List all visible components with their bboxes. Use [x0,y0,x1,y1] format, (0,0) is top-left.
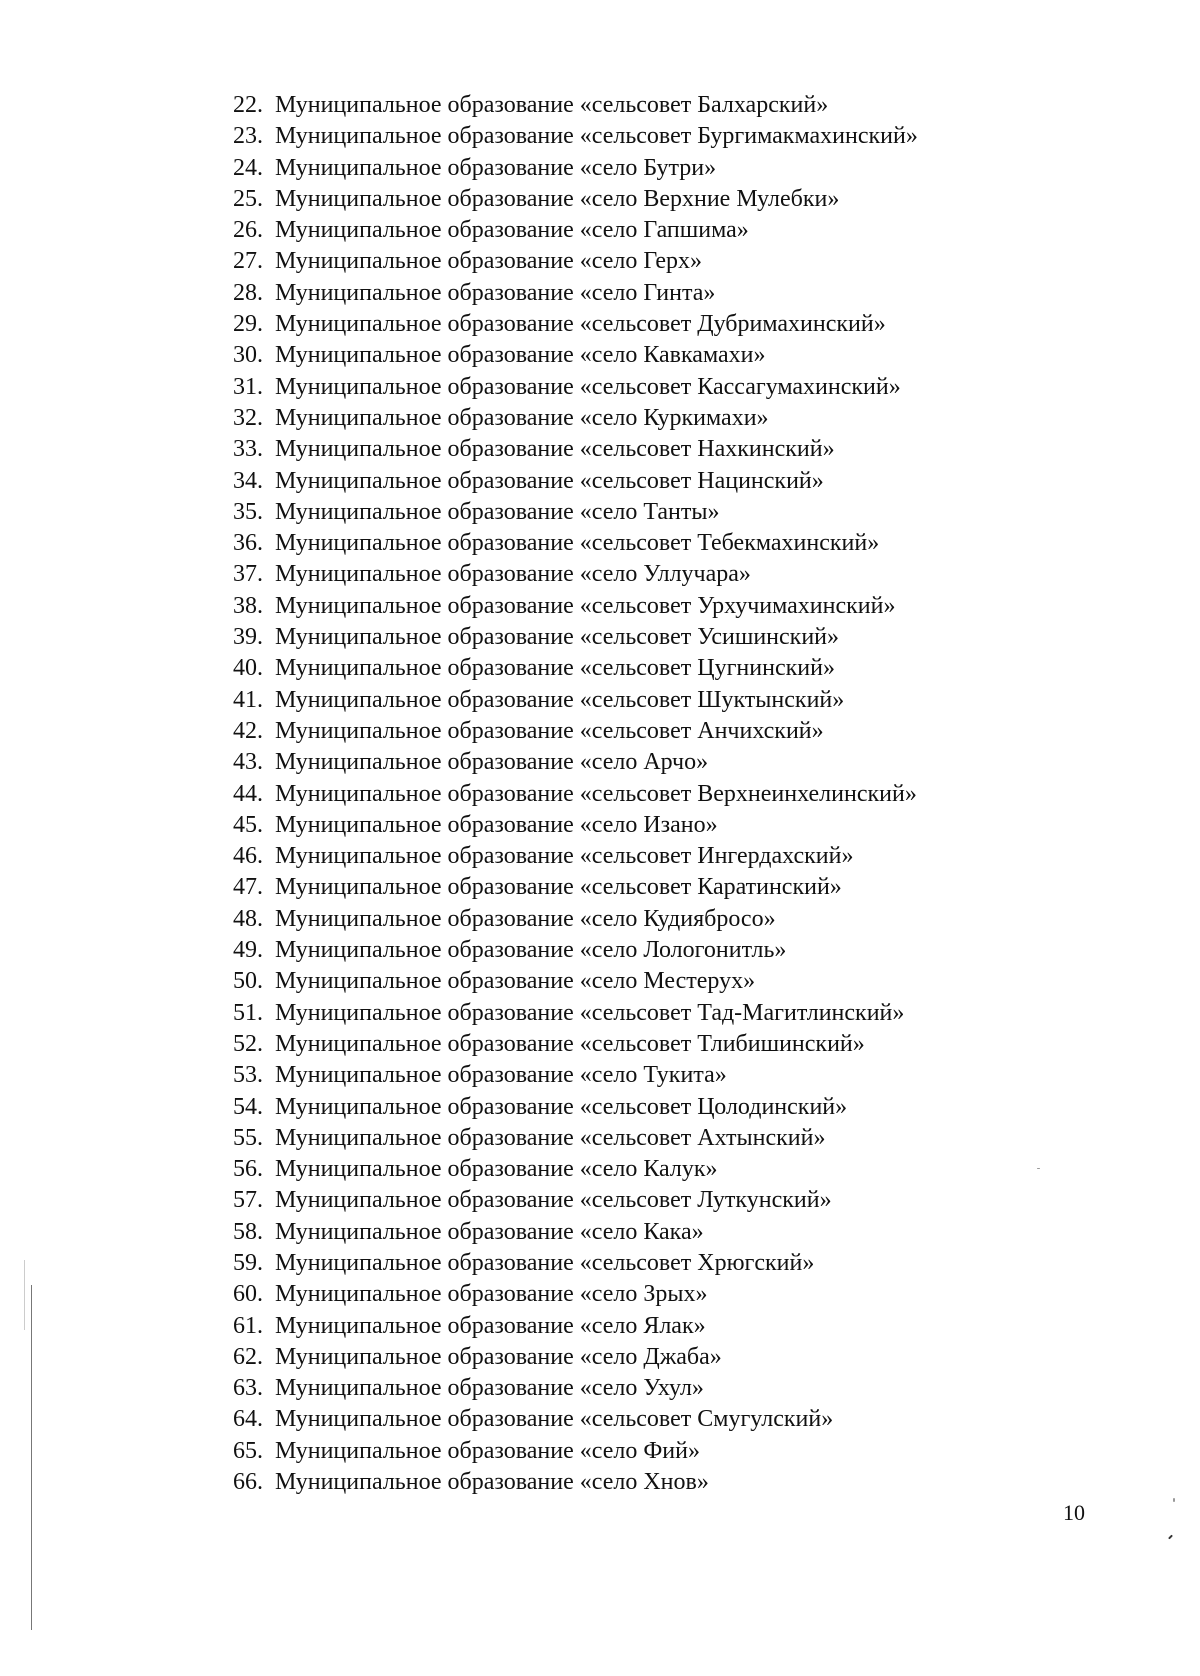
list-item [233,1467,918,1498]
item-number: 51. [233,999,263,1026]
list-item [233,528,918,559]
item-text: Муниципальное образование «сельсовет Цолодинский» [275,1093,848,1120]
list-item [233,559,918,590]
item-text: Муниципальное образование «сельсовет Балхарский» [275,92,829,118]
list-item [233,1248,918,1279]
item-text: Муниципальное образование «сельсовет Верхнеинхелинский» [275,780,917,807]
list-item [233,1154,918,1185]
item-number: 32. [233,404,263,431]
item-text: Муниципальное образование «село Куркимахи» [275,404,769,431]
scan-artifact-line [31,1285,32,1630]
item-text: Муниципальное образование «село Гапшима» [275,217,749,244]
scan-artifact-line [24,1260,25,1330]
item-number: 54. [233,1093,263,1120]
list-item [233,1217,918,1248]
scan-artifact-mark [1173,1498,1175,1502]
item-text: Муниципальное образование «сельсовет Смугулский» [275,1406,834,1433]
item-text: Муниципальное образование «село Гинта» [275,279,716,306]
list-item [233,121,918,152]
list-item [233,153,918,184]
item-text: Муниципальное образование «сельсовет Нахкинский» [275,436,835,463]
list-item [233,1029,918,1060]
item-text: Муниципальное образование «село Уллучара» [275,561,751,588]
item-text: Муниципальное образование «село Лологонитль» [275,937,787,964]
item-number: 53. [233,1062,263,1089]
item-text: Муниципальное образование «село Изано» [275,811,718,838]
item-number: 48. [233,905,263,932]
item-text: Муниципальное образование «сельсовет Нацинский» [275,467,824,494]
item-text: Муниципальное образование «село Ухул» [275,1375,704,1402]
item-number: 59. [233,1249,263,1276]
list-item [233,841,918,872]
item-number: 22. [233,92,263,118]
item-number: 25. [233,185,263,212]
item-number: 46. [233,843,263,870]
list-item [233,184,918,215]
list-item [233,246,918,277]
item-number: 31. [233,373,263,400]
list-item [233,497,918,528]
list-item [233,1123,918,1154]
item-text: Муниципальное образование «село Тукита» [275,1062,727,1089]
item-number: 30. [233,342,263,369]
list-item [233,872,918,903]
list-item [233,372,918,403]
item-text: Муниципальное образование «сельсовет Ахтынский» [275,1124,826,1151]
list-item [233,653,918,684]
item-number: 43. [233,749,263,776]
item-number: 35. [233,498,263,525]
item-text: Муниципальное образование «село Арчо» [275,749,709,776]
list-item [233,340,918,371]
list-item [233,1092,918,1123]
list-item [233,1185,918,1216]
list-item [233,1311,918,1342]
item-text: Муниципальное образование «сельсовет Цугнинский» [275,655,835,682]
list-item [233,810,918,841]
item-text: Муниципальное образование «сельсовет Анчихский» [275,717,824,744]
list-item [233,90,918,121]
item-text: Муниципальное образование «село Ялак» [275,1312,706,1339]
item-text: Муниципальное образование «село Танты» [275,498,720,525]
item-text: Муниципальное образование «сельсовет Кассагумахинский» [275,373,901,400]
item-text: Муниципальное образование «село Фий» [275,1437,700,1464]
item-text: Муниципальное образование «сельсовет Урхучимахинский» [275,592,896,619]
item-text: Муниципальное образование «село Бутри» [275,154,717,181]
item-text: Муниципальное образование «сельсовет Ингердахский» [275,843,854,870]
item-number: 55. [233,1124,263,1151]
list-item [233,403,918,434]
list-item [233,747,918,778]
scan-artifact-mark [1037,1168,1040,1169]
item-number: 40. [233,655,263,682]
item-text: Муниципальное образование «сельсовет Луткунский» [275,1187,832,1214]
list-item [233,278,918,309]
item-number: 33. [233,436,263,463]
page-number: 10 [1063,1500,1085,1525]
item-text: Муниципальное образование «село Калук» [275,1156,718,1183]
item-text: Муниципальное образование «сельсовет Тебекмахинский» [275,530,880,557]
scan-artifact-mark [1168,1535,1173,1540]
item-text: Муниципальное образование «село Местерух» [275,968,756,995]
item-text: Муниципальное образование «село Герх» [275,248,703,275]
list-item [233,935,918,966]
item-number: 57. [233,1187,263,1214]
item-text: Муниципальное образование «село Верхние Мулебки» [275,185,840,212]
list-item [233,1342,918,1373]
list-item [233,966,918,997]
item-text: Муниципальное образование «село Зрых» [275,1281,708,1308]
item-number: 50. [233,968,263,995]
list-item [233,1060,918,1091]
item-text: Муниципальное образование «село Джаба» [275,1343,722,1370]
list-item [233,434,918,465]
list-item [233,466,918,497]
item-text: Муниципальное образование «сельсовет Каратинский» [275,874,842,901]
item-text: Муниципальное образование «сельсовет Дубримахинский» [275,311,886,338]
list-item [233,1404,918,1435]
item-number: 26. [233,217,263,244]
item-text: Муниципальное образование «село Кака» [275,1218,704,1245]
item-number: 63. [233,1375,263,1402]
item-text: Муниципальное образование «сельсовет Усишинский» [275,624,840,651]
item-number: 39. [233,624,263,651]
list-item [233,591,918,622]
item-number: 34. [233,467,263,494]
item-number: 29. [233,311,263,338]
item-number: 61. [233,1312,263,1339]
item-text: Муниципальное образование «село Кудиябросо» [275,905,776,932]
list-item [233,1373,918,1404]
list-item [233,685,918,716]
item-text: Муниципальное образование «сельсовет Шуктынский» [275,686,845,713]
list-item [233,622,918,653]
item-number: 62. [233,1343,263,1370]
item-number: 44. [233,780,263,807]
item-number: 41. [233,686,263,713]
list-item [233,904,918,935]
item-text: Муниципальное образование «сельсовет Тлибишинский» [275,1030,865,1057]
item-number: 49. [233,937,263,964]
municipality-list [233,90,918,1498]
item-number: 45. [233,811,263,838]
item-number: 66. [233,1469,263,1496]
item-number: 24. [233,154,263,181]
item-text: Муниципальное образование «сельсовет Хрюгский» [275,1249,815,1276]
list-item [233,215,918,246]
item-text: Муниципальное образование «сельсовет Бургимакмахинский» [275,123,918,150]
item-text: Муниципальное образование «село Кавкамахи» [275,342,766,369]
item-number: 23. [233,123,263,150]
list-item [233,1279,918,1310]
list-item [233,716,918,747]
item-number: 56. [233,1156,263,1183]
item-text: Муниципальное образование «село Хнов» [275,1469,709,1496]
item-number: 38. [233,592,263,619]
item-number: 58. [233,1218,263,1245]
list-item [233,779,918,810]
item-number: 36. [233,530,263,557]
list-item [233,309,918,340]
item-number: 42. [233,717,263,744]
list-item [233,1436,918,1467]
item-number: 47. [233,874,263,901]
item-number: 60. [233,1281,263,1308]
item-number: 27. [233,248,263,275]
item-number: 65. [233,1437,263,1464]
item-text: Муниципальное образование «сельсовет Тад-Магитлинский» [275,999,905,1026]
item-number: 28. [233,279,263,306]
item-number: 37. [233,561,263,588]
item-number: 52. [233,1030,263,1057]
list-item [233,998,918,1029]
item-number: 64. [233,1406,263,1433]
